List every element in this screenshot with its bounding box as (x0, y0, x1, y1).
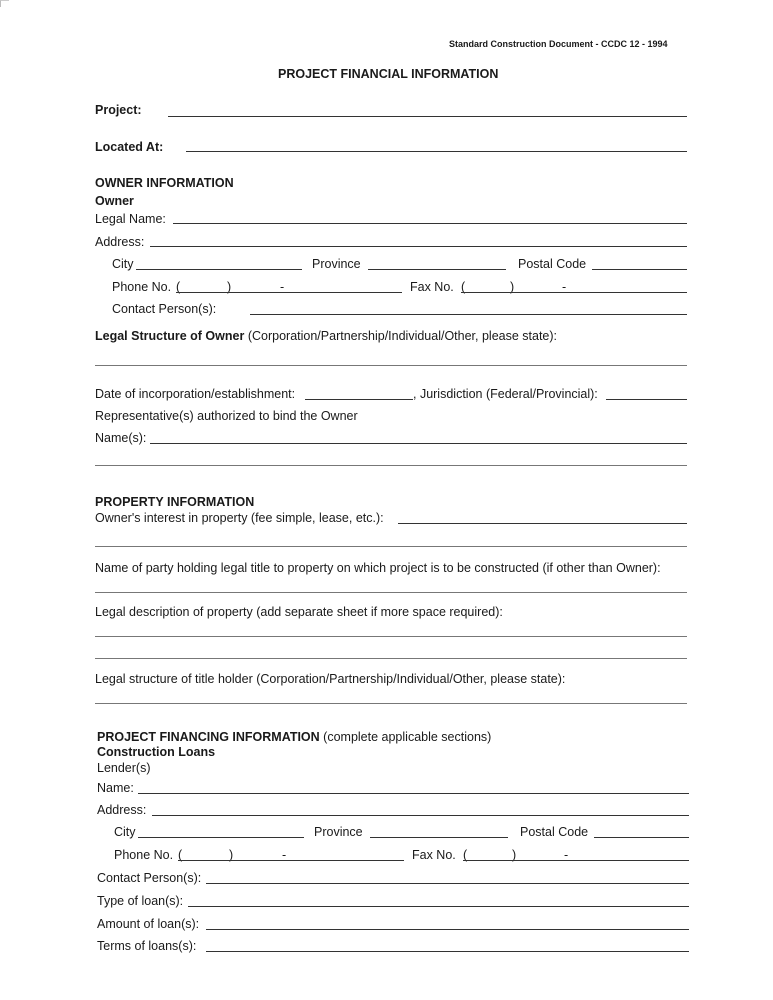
jurisdiction-field[interactable] (606, 399, 687, 400)
lender-postal-label: Postal Code (520, 825, 589, 839)
title-holder-structure-label: Legal structure of title holder (Corporation/Partnership/Individual/Other, please state): (95, 672, 566, 686)
owner-city-field[interactable] (136, 269, 302, 270)
property-interest-label: Owner's interest in property (fee simple, lease, etc.): (95, 511, 384, 525)
project-field[interactable] (168, 116, 687, 117)
lender-contact-label: Contact Person(s): (97, 871, 202, 885)
lender-city-label: City (114, 825, 136, 839)
owner-names-field[interactable] (150, 443, 687, 444)
property-section-heading: PROPERTY INFORMATION (95, 495, 255, 509)
located-at-label: Located At: (95, 140, 164, 154)
owner-contact-field[interactable] (250, 314, 687, 315)
loan-type-label: Type of loan(s): (97, 894, 184, 908)
owner-contact-label: Contact Person(s): (112, 302, 217, 316)
lender-fax-open-paren: ( (463, 848, 468, 862)
lender-fax-dash: - (564, 848, 569, 862)
lender-phone-label: Phone No. (114, 848, 174, 862)
jurisdiction-label: , Jurisdiction (Federal/Provincial): (413, 387, 598, 401)
lender-province-label: Province (314, 825, 363, 839)
date-incorporation-label: Date of incorporation/establishment: (95, 387, 296, 401)
lender-phone-field[interactable] (178, 860, 404, 861)
owner-fax-label: Fax No. (410, 280, 454, 294)
property-interest-field[interactable] (398, 523, 687, 524)
lender-province-field[interactable] (370, 837, 508, 838)
lender-fax-field[interactable] (463, 860, 689, 861)
title-holder-name-label: Name of party holding legal title to property on which project is to be constructed (if other than Owner): (95, 561, 661, 575)
owner-legal-structure-note: (Corporation/Partnership/Individual/Other, please state): (247, 329, 558, 343)
legal-description-label: Legal description of property (add separate sheet if more space required): (95, 605, 503, 619)
owner-phone-label: Phone No. (112, 280, 172, 294)
date-incorporation-field[interactable] (305, 399, 413, 400)
lender-name-field[interactable] (138, 793, 689, 794)
owner-phone-dash: - (280, 280, 285, 294)
document-reference: Standard Construction Document - CCDC 12 - 1994 (449, 39, 668, 49)
lenders-label: Lender(s) (97, 761, 151, 775)
legal-description-field-2[interactable] (95, 658, 687, 659)
owner-names-label: Name(s): (95, 431, 147, 445)
owner-postal-label: Postal Code (518, 257, 587, 271)
owner-names-field-extra[interactable] (95, 465, 687, 466)
lender-phone-open-paren: ( (178, 848, 183, 862)
owner-province-label: Province (312, 257, 361, 271)
title-holder-name-field[interactable] (95, 592, 687, 593)
lender-fax-label: Fax No. (412, 848, 456, 862)
lender-city-field[interactable] (138, 837, 304, 838)
owner-legal-structure-label (95, 329, 557, 343)
project-label: Project: (95, 103, 142, 117)
page-title: PROJECT FINANCIAL INFORMATION (278, 67, 499, 81)
lender-address-label: Address: (97, 803, 147, 817)
owner-phone-field[interactable] (176, 292, 402, 293)
lender-fax-close-paren: ) (512, 848, 517, 862)
lender-phone-dash: - (282, 848, 287, 862)
construction-loans-heading: Construction Loans (97, 745, 216, 759)
owner-address-label: Address: (95, 235, 145, 249)
owner-phone-close-paren: ) (227, 280, 232, 294)
financing-section-note: (complete applicable sections) (323, 730, 492, 744)
lender-postal-field[interactable] (594, 837, 689, 838)
loan-amount-field[interactable] (206, 929, 689, 930)
owner-legal-structure-field[interactable] (95, 365, 687, 366)
owner-fax-close-paren: ) (510, 280, 515, 294)
lender-contact-field[interactable] (206, 883, 689, 884)
loan-type-field[interactable] (188, 906, 689, 907)
loan-terms-field[interactable] (206, 951, 689, 952)
loan-terms-label: Terms of loans(s): (97, 939, 197, 953)
scan-corner-mark (0, 0, 9, 7)
owner-legal-structure-bold: Legal Structure of Owner (95, 329, 245, 343)
financing-section-title: PROJECT FINANCING INFORMATION (97, 730, 320, 744)
owner-phone-open-paren: ( (176, 280, 181, 294)
legal-description-field-1[interactable] (95, 636, 687, 637)
owner-legal-name-label: Legal Name: (95, 212, 166, 226)
financing-section-heading (97, 730, 491, 744)
owner-address-field[interactable] (150, 246, 687, 247)
owner-legal-name-field[interactable] (173, 223, 687, 224)
owner-fax-dash: - (562, 280, 567, 294)
owner-postal-field[interactable] (592, 269, 687, 270)
owner-fax-open-paren: ( (461, 280, 466, 294)
property-interest-field-extra[interactable] (95, 546, 687, 547)
title-holder-structure-field[interactable] (95, 703, 687, 704)
loan-amount-label: Amount of loan(s): (97, 917, 200, 931)
owner-fax-field[interactable] (461, 292, 687, 293)
located-at-field[interactable] (186, 151, 687, 152)
representative-label: Representative(s) authorized to bind the Owner (95, 409, 358, 423)
owner-province-field[interactable] (368, 269, 506, 270)
owner-subheading: Owner (95, 194, 134, 208)
owner-section-heading: OWNER INFORMATION (95, 176, 234, 190)
lender-phone-close-paren: ) (229, 848, 234, 862)
lender-address-field[interactable] (152, 815, 689, 816)
owner-city-label: City (112, 257, 134, 271)
lender-name-label: Name: (97, 781, 134, 795)
